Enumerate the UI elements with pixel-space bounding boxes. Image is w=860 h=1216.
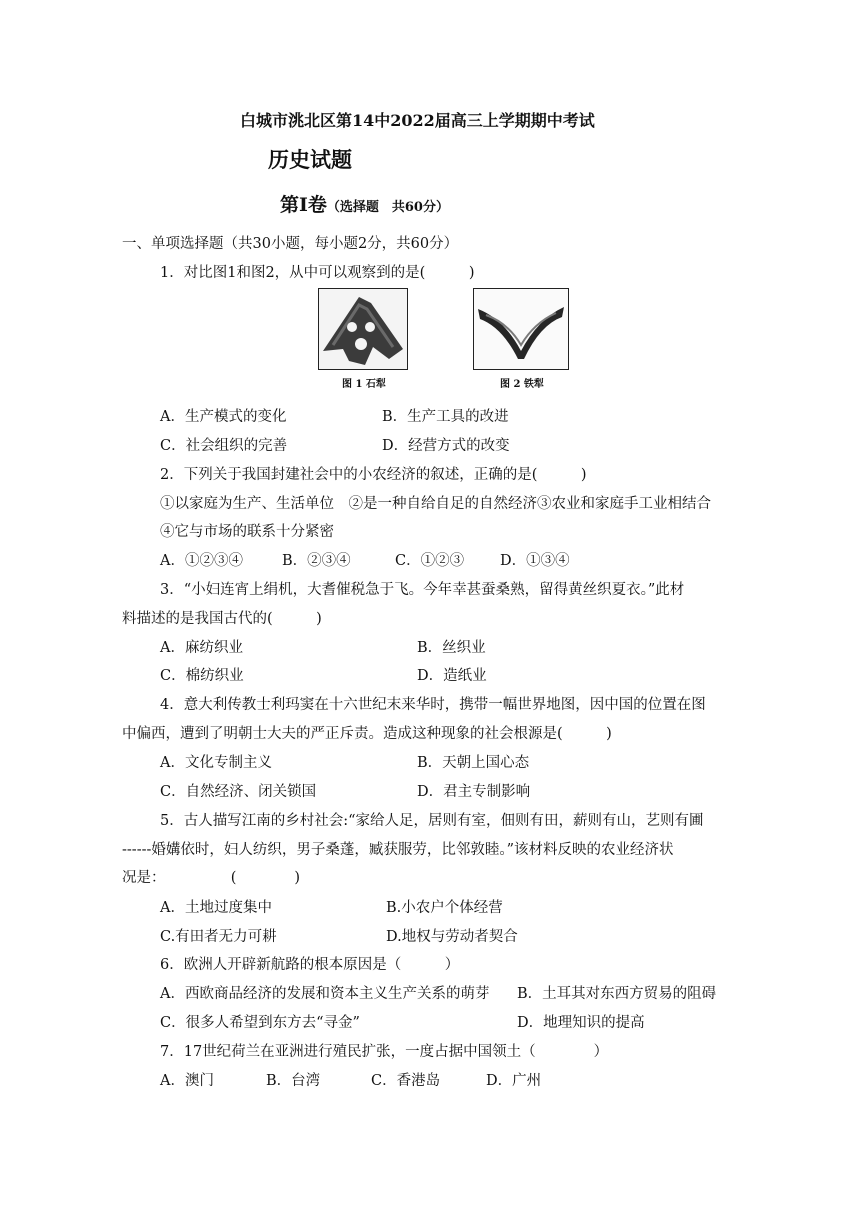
figure-iron-plow bbox=[473, 288, 569, 370]
exam-title: 白城市洮北区第14中2022届高三上学期期中考试 bbox=[240, 111, 595, 130]
q4-option-a: A．文化专制主义 bbox=[160, 755, 272, 771]
q5-option-d: D.地权与劳动者契合 bbox=[386, 929, 518, 945]
q4-option-c: C．自然经济、闭关锁国 bbox=[160, 784, 317, 800]
figure-1-caption: 图 1 石犁 bbox=[342, 379, 386, 390]
figure-stone-plow bbox=[318, 288, 408, 370]
q6-option-a: A．西欧商品经济的发展和资本主义生产关系的萌芽 bbox=[160, 986, 490, 1002]
question-7-stem: 7．17世纪荷兰在亚洲进行殖民扩张，一度占据中国领土（ ） bbox=[160, 1044, 609, 1060]
q7-option-c: C．香港岛 bbox=[371, 1073, 441, 1089]
q5-option-a: A．土地过度集中 bbox=[160, 900, 272, 916]
figure-2-caption: 图 2 铁犁 bbox=[500, 379, 544, 390]
volume-note: （选择题 共60分） bbox=[326, 200, 449, 215]
q7-option-b: B．台湾 bbox=[266, 1073, 321, 1089]
q6-option-d: D．地理知识的提高 bbox=[517, 1015, 645, 1031]
q5-option-c: C.有田者无力可耕 bbox=[160, 929, 277, 945]
q1-option-a: A．生产模式的变化 bbox=[160, 409, 287, 425]
question-1-stem: 1．对比图1和图2，从中可以观察到的是( ) bbox=[160, 265, 475, 281]
question-4-stem-line-1: 4．意大利传教士利玛窦在十六世纪末来华时，携带一幅世界地图，因中国的位置在图 bbox=[160, 697, 706, 713]
question-2-statements-2: ④它与市场的联系十分紧密 bbox=[160, 524, 334, 540]
q2-option-d: D．①③④ bbox=[500, 553, 570, 569]
question-3-stem-line-2: 料描述的是我国古代的( ) bbox=[122, 611, 322, 627]
q7-option-a: A．澳门 bbox=[160, 1073, 214, 1089]
question-5-stem-line-3: 况是： ( ) bbox=[122, 870, 301, 886]
question-6-stem: 6．欧洲人开辟新航路的根本原因是（ ） bbox=[160, 957, 460, 973]
q6-option-c: C．很多人希望到东方去“寻金” bbox=[160, 1015, 360, 1031]
volume-heading bbox=[280, 195, 449, 218]
q3-option-a: A．麻纺织业 bbox=[160, 640, 243, 656]
iron-plow-icon bbox=[474, 289, 568, 369]
question-2-stem: 2．下列关于我国封建社会中的小农经济的叙述，正确的是( ) bbox=[160, 467, 587, 483]
q1-option-d: D．经营方式的改变 bbox=[382, 438, 510, 454]
question-3-stem-line-1: 3．“小妇连宵上绢机，大耆催税急于飞。今年幸甚蚕桑熟，留得黄丝织夏衣。”此材 bbox=[160, 582, 685, 598]
q5-option-b: B.小农户个体经营 bbox=[386, 900, 503, 916]
volume-label: 第Ⅰ卷 bbox=[280, 194, 327, 216]
q1-option-b: B．生产工具的改进 bbox=[382, 409, 509, 425]
section-heading: 一、单项选择题（共30小题，每小题2分，共60分） bbox=[122, 236, 459, 252]
question-4-stem-line-2: 中偏西，遭到了明朝士大夫的严正斥责。造成这种现象的社会根源是( ) bbox=[122, 726, 612, 742]
stone-plow-icon bbox=[319, 289, 407, 369]
question-5-stem-line-1: 5．古人描写江南的乡村社会:“家给人足，居则有室，佃则有田，薪则有山，艺则有圃 bbox=[160, 813, 704, 829]
q3-option-d: D．造纸业 bbox=[417, 668, 487, 684]
question-2-statements-1: ①以家庭为生产、生活单位 ②是一种自给自足的自然经济③农业和家庭手工业相结合 bbox=[160, 496, 711, 512]
question-5-stem-line-2: ------婚媾依时，妇人纺织，男子桑蓬，臧获服劳，比邻敦睦。”该材料反映的农业经济状 bbox=[122, 842, 674, 858]
q4-option-d: D．君主专制影响 bbox=[417, 784, 531, 800]
q2-option-b: B．②③④ bbox=[282, 553, 351, 569]
subject-title: 历史试题 bbox=[268, 147, 352, 172]
q3-option-c: C．棉纺织业 bbox=[160, 668, 244, 684]
q2-option-c: C．①②③ bbox=[395, 553, 465, 569]
q2-option-a: A．①②③④ bbox=[160, 553, 243, 569]
q4-option-b: B．天朝上国心态 bbox=[417, 755, 530, 771]
q6-option-b: B．土耳其对东西方贸易的阻碍 bbox=[517, 986, 717, 1002]
q7-option-d: D．广州 bbox=[486, 1073, 542, 1089]
q1-option-c: C．社会组织的完善 bbox=[160, 438, 288, 454]
q3-option-b: B．丝织业 bbox=[417, 640, 486, 656]
